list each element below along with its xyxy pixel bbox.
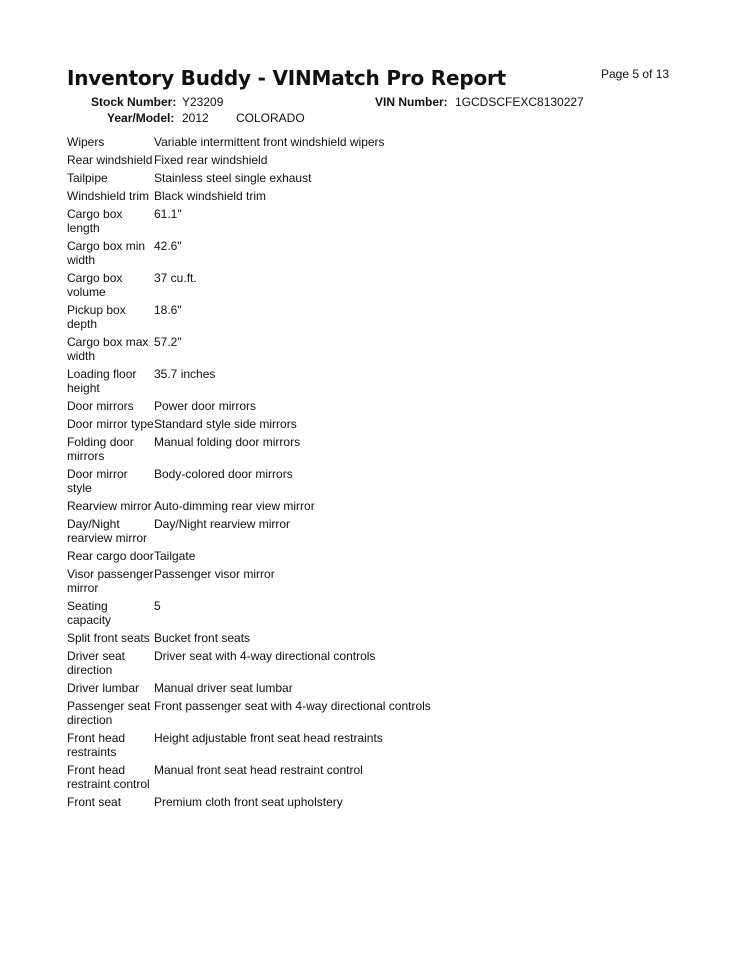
spec-row (67, 238, 667, 270)
spec-row (67, 648, 667, 680)
spec-label: Windshield trim (67, 189, 150, 203)
report-title: Inventory Buddy - VINMatch Pro Report (67, 66, 507, 90)
spec-label: Visor passenger mirror (67, 567, 154, 595)
spec-row (67, 698, 667, 730)
spec-value: Manual folding door mirrors (154, 435, 301, 449)
spec-row (67, 548, 667, 566)
spec-row (67, 598, 667, 630)
spec-value: Auto-dimming rear view mirror (154, 499, 315, 513)
spec-label: Cargo box min width (67, 239, 146, 267)
spec-label: Pickup box depth (67, 303, 126, 331)
spec-value: Premium cloth front seat upholstery (154, 795, 343, 809)
spec-row (67, 566, 667, 598)
spec-label: Seating capacity (67, 599, 112, 627)
spec-value: Height adjustable front seat head restraints (154, 731, 383, 745)
spec-label: Wipers (67, 135, 105, 149)
spec-value: Bucket front seats (154, 631, 251, 645)
spec-value: Tailgate (154, 549, 196, 563)
spec-label: Cargo box max width (67, 335, 149, 363)
spec-value: Day/Night rearview mirror (154, 517, 291, 531)
spec-value: Stainless steel single exhaust (154, 171, 312, 185)
spec-value: 5 (154, 599, 161, 613)
spec-row (67, 334, 667, 366)
spec-value: Variable intermittent front windshield wipers (154, 135, 385, 149)
spec-row (67, 206, 667, 238)
spec-row (67, 630, 667, 648)
spec-label: Door mirror style (67, 467, 128, 495)
spec-label: Rearview mirror (67, 499, 152, 513)
spec-row (67, 398, 667, 416)
spec-value: Manual driver seat lumbar (154, 681, 293, 695)
spec-list (67, 134, 667, 812)
spec-label: Tailpipe (67, 171, 108, 185)
spec-label: Front seat (67, 795, 122, 809)
spec-value: 61.1" (154, 207, 182, 221)
year-model-label: Year/Model: (107, 111, 175, 125)
spec-row (67, 516, 667, 548)
spec-row (67, 270, 667, 302)
spec-value: Power door mirrors (154, 399, 257, 413)
spec-row (67, 762, 667, 794)
spec-value: Front passenger seat with 4-way directional controls (154, 699, 431, 713)
spec-label: Front head restraints (67, 731, 126, 759)
spec-label: Rear cargo door (67, 549, 154, 563)
spec-label: Cargo box length (67, 207, 123, 235)
spec-row (67, 434, 667, 466)
spec-row (67, 134, 667, 152)
vin-number-label: VIN Number: (375, 95, 448, 109)
spec-row (67, 366, 667, 398)
stock-number-label: Stock Number: (91, 95, 177, 109)
spec-value: Manual front seat head restraint control (154, 763, 363, 777)
stock-number-value: Y23209 (182, 95, 224, 109)
vin-number-value: 1GCDSCFEXC8130227 (455, 95, 584, 109)
spec-value: Fixed rear windshield (154, 153, 268, 167)
spec-row (67, 730, 667, 762)
spec-label: Driver seat direction (67, 649, 126, 677)
spec-label: Door mirror type (67, 417, 154, 431)
spec-row (67, 302, 667, 334)
spec-row (67, 152, 667, 170)
spec-value: 37 cu.ft. (154, 271, 197, 285)
spec-label: Folding door mirrors (67, 435, 134, 463)
spec-value: 42.6" (154, 239, 182, 253)
spec-label: Day/Night rearview mirror (67, 517, 148, 545)
spec-value: Body-colored door mirrors (154, 467, 293, 481)
spec-row (67, 680, 667, 698)
spec-row (67, 416, 667, 434)
spec-value: Passenger visor mirror (154, 567, 275, 581)
spec-label: Rear windshield (67, 153, 153, 167)
spec-label: Split front seats (67, 631, 150, 645)
spec-value: Driver seat with 4-way directional controls (154, 649, 376, 663)
spec-row (67, 188, 667, 206)
page-number: Page 5 of 13 (601, 67, 670, 81)
spec-row (67, 794, 667, 812)
spec-label: Driver lumbar (67, 681, 140, 695)
model-value: COLORADO (236, 111, 305, 125)
spec-label: Loading floor height (67, 367, 137, 395)
spec-label: Door mirrors (67, 399, 134, 413)
spec-value: 35.7 inches (154, 367, 216, 381)
spec-label: Passenger seat direction (67, 699, 151, 727)
spec-label: Cargo box volume (67, 271, 123, 299)
spec-value: 18.6" (154, 303, 182, 317)
spec-value: Black windshield trim (154, 189, 267, 203)
spec-value: Standard style side mirrors (154, 417, 297, 431)
spec-row (67, 498, 667, 516)
spec-value: 57.2" (154, 335, 182, 349)
year-value: 2012 (182, 111, 209, 125)
spec-row (67, 170, 667, 188)
spec-row (67, 466, 667, 498)
spec-label: Front head restraint control (67, 763, 150, 791)
